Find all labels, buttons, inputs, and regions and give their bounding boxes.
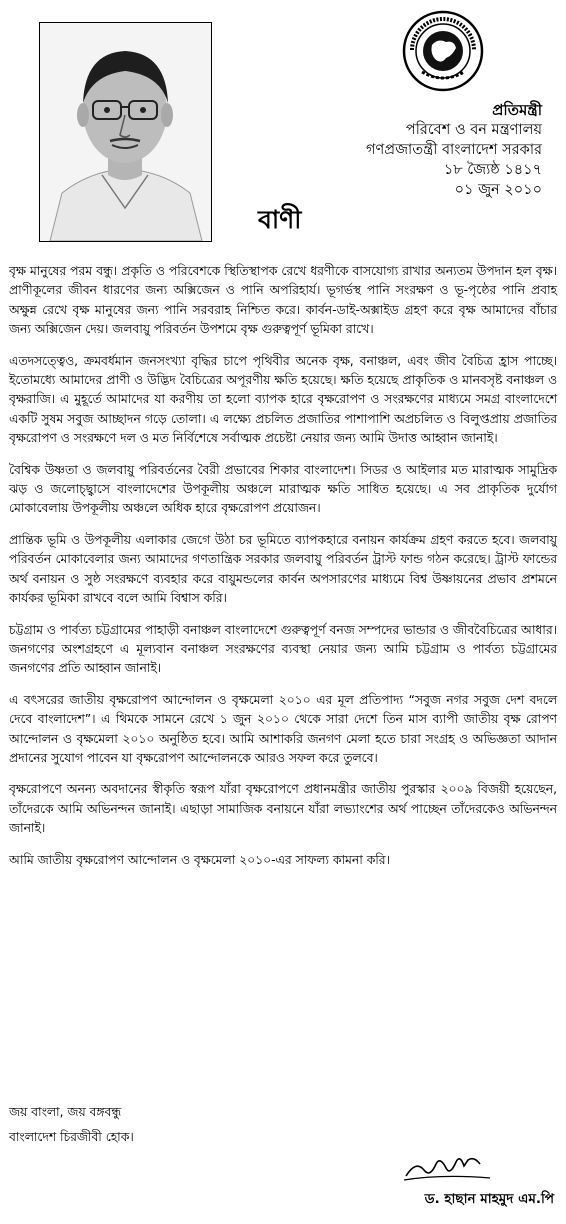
handwritten-signature <box>402 1150 492 1184</box>
date-bangla: ১৮ জ্যৈষ্ঠ ১৪১৭ <box>443 162 542 178</box>
paragraph: বৃক্ষরোপণে অনন্য অবদানের স্বীকৃতি স্বরূপ যাঁরা বৃক্ষরোপণে প্রধানমন্ত্রীর জাতীয় পুরস্কার ২০০৯ বিজয়ী হয়েছেন, তাঁদেরকে আমি অভিনন্দন জানাই। এছাড়া সামাজিক বনায়নে যাঁরা লভ্যাংশের অর্থ পাচ্ছেন তাঁদেরকেও অভিনন্দন জানাই। <box>9 782 557 836</box>
closing-line: জয় বাংলা, জয় বঙ্গবন্ধু <box>9 1105 122 1119</box>
paragraph: প্রান্তিক ভূমি ও উপকূলীয় এলাকার জেগে উঠা চর ভূমিতে ব্যাপকহারে বনায়ন কার্যক্রম গ্রহণ করতে হবে। জলবায়ু পরিবর্তন মোকাবেলার জন্য আমাদের গণতান্ত্রিক সরকার জলবায়ু পরিবর্তন ট্রাস্ট ফান্ড গঠন করেছে। ট্রাস্ট ফান্ডের অর্থ বনায়ন ও সুষ্ঠ সংরক্ষণে ব্যবহার করে বায়ুমন্ডলের কার্বন অপসারণের মাধ্যমে বিশ্ব উষ্ণায়নের প্রভাব প্রশমনে কার্যকর ভূমিকা রাখবে বলে আমি বিশ্বাস করি। <box>9 532 557 606</box>
closing-lines <box>9 1100 134 1150</box>
office-title: প্রতিমন্ত্রী <box>492 101 542 119</box>
paragraph: এ বৎসরের জাতীয় বৃক্ষরোপণ আন্দোলন ও বৃক্ষমেলা ২০১০ এর মূল প্রতিপাদ্য “সবুজ নগর সবুজ দেশ বদলে দেবে বাংলাদেশ”। এ থিমকে সামনে রেখে ১ জুন ২০১০ থেকে সারা দেশে তিন মাস ব্যাপী জাতীয় বৃক্ষ রোপণ আন্দোলন ও বৃক্ষমেলা ২০১০ অনুষ্ঠিত হবে। আমি আশাকরি জনগণ মেলা হতে চারা সংগ্রহ ও অভিজ্ঞতা আদান প্রদানের সুযোগ পাবেন যা বৃক্ষরোপণ আন্দোলনকে আরও সফল করে তুলবে। <box>9 692 557 765</box>
paragraph: বৈশ্বিক উষ্ণতা ও জলবায়ু পরিবর্তনের বৈরী প্রভাবের শিকার বাংলাদেশ। সিডর ও আইলার মত মারাত্মক সামুদ্রিক ঝড় ও জলোচ্ছ্বাসে বাংলাদেশের উপকূলীয় অঞ্চলে মারাত্মক ক্ষতি সাধিত হয়েছে। এ সব প্রাকৃতিক দুর্যোগ মোকাবেলায় উপকূলীয় অঞ্চলে অধিক হারে বৃক্ষরোপণ প্রয়োজন। <box>9 462 557 516</box>
portrait-image <box>40 23 211 241</box>
paragraph: এতদসত্ত্বেও, ক্রমবর্ধমান জনসংখ্যা বৃদ্ধির চাপে পৃথিবীর অনেক বৃক্ষ, বনাঞ্চল, এবং জীব বৈচিত্র হ্রাস পাচ্ছে। ইতোমধ্যে আমাদের প্রাণী ও উদ্ভিদ বৈচিত্রের অপূরণীয় ক্ষতি হয়েছে। ক্ষতি হয়েছে প্রাকৃতিক ও মানবসৃষ্ট বনাঞ্চল ও বৃক্ষরাজি। এ মুহূর্তে আমাদের যা করণীয় তা হলো ব্যাপক হারে বৃক্ষরোপণ ও সংরক্ষণের মাধ্যমে সমগ্র বাংলাদেশে একটি সুষম সবুজ আচ্ছাদন গড়ে তোলা। এ লক্ষ্যে প্রচলিত প্রজাতির পাশাপাশি অপ্রচলিত ও বিলুপ্তপ্রায় প্রজাতির বৃক্ষরোপণ ও সংরক্ষণে দল ও মত নির্বিশেষে সর্বাত্মক প্রচেষ্টা নেয়ার জন্য আমি উদাত্ত আহ্বান জানাই। <box>9 353 557 446</box>
message-heading: বাণী <box>258 205 302 234</box>
signer-name: ড. হাছান মাহমুদ এম.পি <box>424 1191 554 1207</box>
government-name: গণপ্রজাতন্ত্রী বাংলাদেশ সরকার <box>365 142 542 158</box>
date-gregorian: ০১ জুন ২০১০ <box>454 182 542 198</box>
government-seal-icon <box>402 10 484 92</box>
office-header <box>242 100 542 200</box>
closing-line: বাংলাদেশ চিরজীবী হোক। <box>9 1130 134 1144</box>
paragraph: আমি জাতীয় বৃক্ষরোপণ আন্দোলন ও বৃক্ষমেলা ২০১০-এর সাফল্য কামনা করি। <box>9 852 390 867</box>
paragraph: বৃক্ষ মানুষের পরম বন্ধু। প্রকৃতি ও পরিবেশকে স্থিতিস্থাপক রেখে ধরণীকে বাসযোগ্য রাখার অন্যতম উপদান হল বৃক্ষ। প্রাণীকূলের জীবন ধারণের জন্য অক্সিজেন ও পানি অপরিহার্য। ভূগর্ভস্থ পানি সংরক্ষণ ও ভূ-পৃষ্ঠের পানি প্রবাহ অক্ষুন্ন রেখে বৃক্ষ মানুষের জন্য পানি সরবরাহ নিশ্চিত করে। কার্বন-ডাই-অক্সাইড গ্রহণ করে বৃক্ষ আমাদের বাঁচার জন্য অক্সিজেন দেয়। জলবায়ু পরিবর্তন উপশমে বৃক্ষ গুরুত্বপূর্ণ ভূমিকা রাখে। <box>9 264 557 337</box>
paragraph: চট্টগ্রাম ও পার্বত্য চট্টগ্রামের পাহাড়ী বনাঞ্চল বাংলাদেশে গুরুত্বপূর্ণ বনজ সম্পদের ভান্ডার ও জীববৈচিত্রের আধার। জনগণের অংশগ্রহণে এ মূল্যবান বনাঞ্চল সংরক্ষণের ব্যবস্থা নেয়ার জন্য আমি চট্টগ্রাম ও পার্বত্য চট্টগ্রামের জনগণের প্রতি আহ্বান জানাই। <box>9 622 557 676</box>
ministry-name: পরিবেশ ও বন মন্ত্রণালয় <box>405 122 542 138</box>
message-body <box>9 262 557 882</box>
minister-photo <box>39 22 212 242</box>
